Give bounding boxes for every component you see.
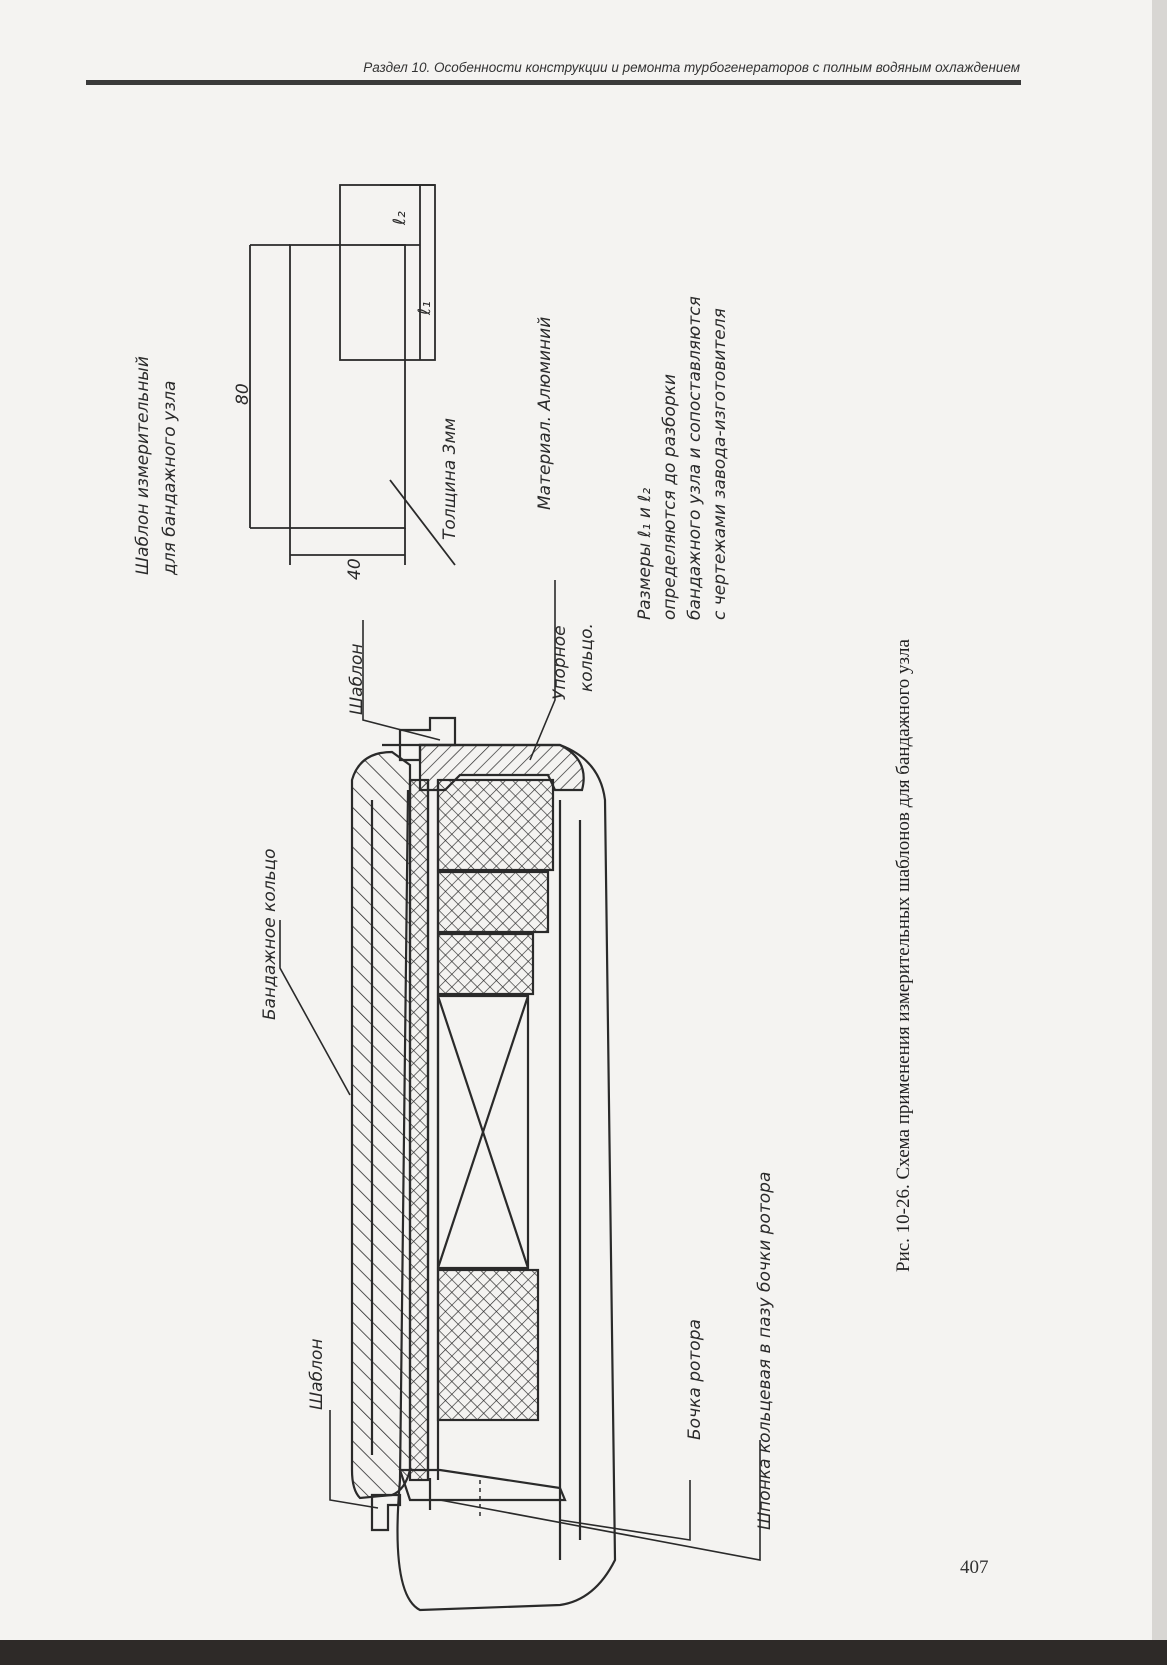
insulation-strip (410, 780, 428, 1480)
template-bottom (372, 1495, 400, 1530)
label-template-right: Шаблон (347, 643, 367, 715)
page-bottom-shadow (0, 1640, 1167, 1665)
winding-block-2 (438, 872, 548, 932)
page-number: 407 (960, 1557, 989, 1578)
sizes-note-1: Размеры ℓ₁ и ℓ₂ (635, 487, 655, 620)
dim-40: 40 (345, 558, 365, 580)
label-banding-ring: Бандажное кольцо (260, 848, 280, 1020)
figure-caption: Рис. 10-26. Схема применения измерительных шаблонов для бандажного узла (893, 639, 914, 1272)
dim-80: 80 (233, 383, 253, 405)
winding-block-3 (438, 934, 533, 994)
label-thrust-ring-1: Упорное (550, 625, 570, 700)
assembly-section (352, 718, 615, 1610)
sizes-note-4: с чертежами завода-изготовителя (710, 308, 730, 620)
template-thickness: Толщина 3мм (440, 417, 460, 540)
template-detail (250, 185, 455, 565)
banding-ring-section (352, 752, 410, 1498)
label-rotor-barrel: Бочка ротора (685, 1319, 705, 1440)
running-header: Раздел 10. Особенности конструкции и ремонта турбогенераторов с полным водяным охлаждением (363, 60, 1020, 75)
sizes-note-2: определяются до разборки (660, 373, 680, 620)
dim-l2: ℓ₂ (390, 211, 410, 225)
dim-l1: ℓ₁ (415, 301, 435, 315)
template-material: Материал. Алюминий (535, 316, 555, 510)
sizes-note-3: бандажного узла и сопоставляются (685, 296, 705, 620)
page-edge (1152, 0, 1167, 1665)
winding-block-4 (438, 1270, 538, 1420)
label-thrust-ring-2: кольцо. (577, 623, 597, 692)
label-template-left: Шаблон (307, 1338, 327, 1410)
template-title-1: Шаблон измерительный (133, 356, 153, 575)
label-ring-key: Шпонка кольцевая в пазу бочки ротора (755, 1171, 775, 1530)
winding-block-1 (438, 780, 553, 870)
template-title-2: для бандажного узла (160, 380, 180, 575)
